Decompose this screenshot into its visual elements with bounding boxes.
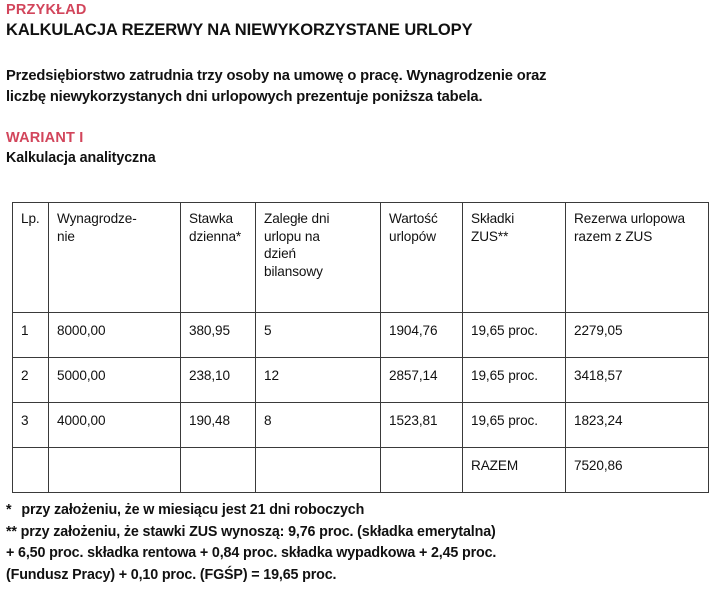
example-kicker: PRZYKŁAD [6,2,87,18]
cell-zalegle-dni: 8 [256,403,381,448]
table-row [13,358,709,403]
cell-wynagrodzenie: 5000,00 [49,358,181,403]
cell-lp: 3 [13,403,49,448]
variant-kicker: WARIANT I [6,130,84,146]
column-header-skladki-line2: ZUS** [471,228,509,244]
cell-lp: 2 [13,358,49,403]
column-header-wynagrodzenie [49,203,181,313]
column-header-wynagrodzenie-line2: nie [57,228,75,244]
column-header-wartosc-line1: Wartość [389,211,438,226]
cell-skladki-zus: 19,65 proc. [463,358,566,403]
cell-total-value: 7520,86 [566,448,709,493]
table-body [13,313,709,493]
cell-wartosc-urlopow-empty [381,448,463,493]
cell-stawka-dzienna: 190,48 [181,403,256,448]
column-header-wartosc-line2: urlopów [389,228,436,244]
table-header-row [13,203,709,313]
cell-zalegle-dni: 5 [256,313,381,358]
intro-line-2: liczbę niewykorzystanych dni urlopowych prezentuje poniższa tabela. [6,89,483,105]
cell-rezerwa-razem: 3418,57 [566,358,709,403]
cell-wartosc-urlopow: 2857,14 [381,358,463,403]
table-row [13,403,709,448]
footnote-line-4: (Fundusz Pracy) + 0,10 proc. (FGŚP) = 19,65 proc. [6,566,337,583]
column-header-zalegle-line2: urlopu na [264,228,320,244]
cell-zalegle-dni: 12 [256,358,381,403]
cell-wynagrodzenie: 4000,00 [49,403,181,448]
page-title: KALKULACJA REZERWY NA NIEWYKORZYSTANE URLOPY [6,21,473,39]
intro-paragraph [6,66,706,108]
calculation-table [12,202,709,493]
footnote-line-3: + 6,50 proc. składka rentowa + 0,84 proc. składka wypadkowa + 2,45 proc. [6,545,497,561]
footnote-line-1 [6,500,712,522]
footnote-line-1-text: przy założeniu, że w miesiącu jest 21 dni roboczych [21,502,365,518]
column-header-zalegle-line4: bilansowy [264,263,323,279]
column-header-rezerwa-razem [566,203,709,313]
cell-total-label: RAZEM [463,448,566,493]
column-header-stawka-line1: Stawka [189,211,233,226]
table-total-row [13,448,709,493]
column-header-zalegle-dni [256,203,381,313]
cell-rezerwa-razem: 2279,05 [566,313,709,358]
table-row [13,313,709,358]
cell-rezerwa-razem: 1823,24 [566,403,709,448]
table-header [13,203,709,313]
cell-wartosc-urlopow: 1904,76 [381,313,463,358]
column-header-lp [13,203,49,313]
variant-subtitle: Kalkulacja analityczna [6,150,156,166]
column-header-stawka-line2: dzienna* [189,228,242,244]
column-header-wynagrodzenie-line1: Wynagrodze- [57,211,137,226]
cell-wynagrodzenie-empty [49,448,181,493]
cell-zalegle-dni-empty [256,448,381,493]
column-header-skladki-zus [463,203,566,313]
intro-line-1: Przedsiębiorstwo zatrudnia trzy osoby na umowę o pracę. Wynagrodzenie oraz [6,68,547,84]
cell-wartosc-urlopow: 1523,81 [381,403,463,448]
cell-stawka-dzienna: 380,95 [181,313,256,358]
column-header-zalegle-line3: dzień [264,246,296,261]
footnotes [6,500,712,586]
footnote-mark-single-asterisk: * [6,502,12,518]
cell-skladki-zus: 19,65 proc. [463,403,566,448]
column-header-stawka-dzienna [181,203,256,313]
cell-lp: 1 [13,313,49,358]
cell-stawka-dzienna-empty [181,448,256,493]
column-header-rezerwa-line2: razem z ZUS [574,228,653,244]
footnote-line-2: ** przy założeniu, że stawki ZUS wynoszą: 9,76 proc. (składka emerytalna) [6,523,496,540]
cell-skladki-zus: 19,65 proc. [463,313,566,358]
column-header-lp-line1: Lp. [21,211,40,226]
calculation-table-wrapper [12,202,708,493]
column-header-skladki-line1: Składki [471,211,515,226]
cell-wynagrodzenie: 8000,00 [49,313,181,358]
cell-stawka-dzienna: 238,10 [181,358,256,403]
column-header-rezerwa-line1: Rezerwa urlopowa [574,211,685,226]
column-header-zalegle-line1: Zaległe dni [264,211,330,226]
cell-lp-empty [13,448,49,493]
column-header-wartosc-urlopow [381,203,463,313]
